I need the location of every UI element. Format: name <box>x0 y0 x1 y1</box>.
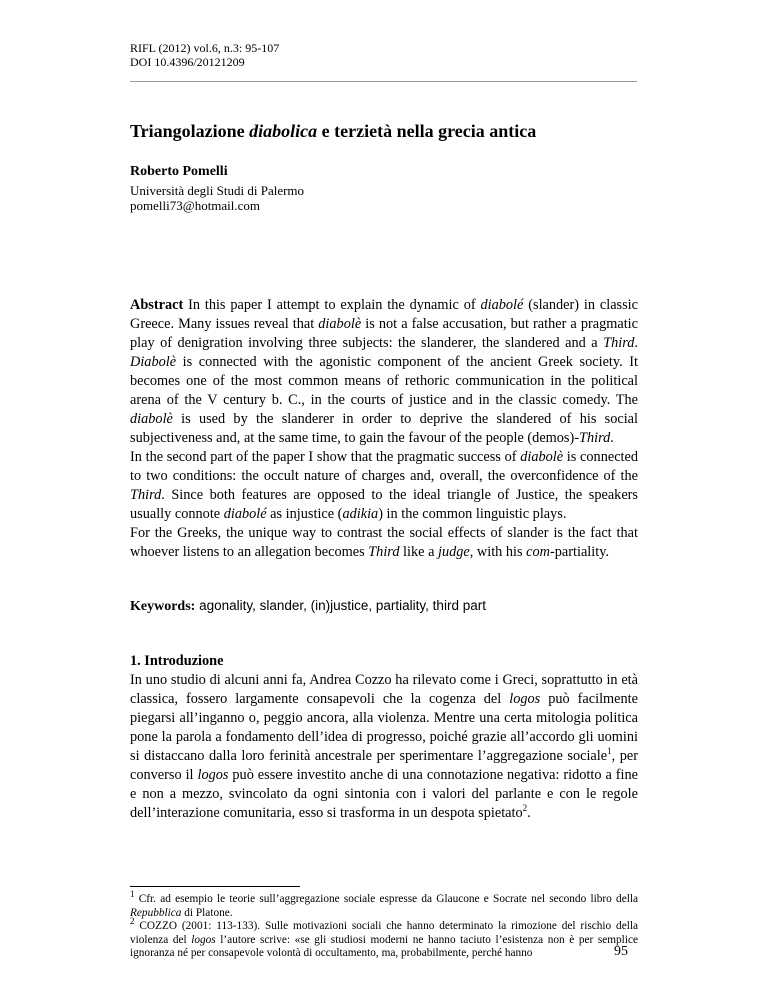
author-email[interactable]: pomelli73@hotmail.com <box>130 198 261 213</box>
italic-term: diabolè <box>318 316 362 332</box>
page-number: 95 <box>614 944 628 959</box>
text-run: ) in the common linguistic plays. <box>378 506 567 522</box>
text-run: l’autore scrive: «se gli studiosi moderni ne hanno taciuto l’esistenza non è per semplice ignoranza né per consapevole volontà di occultamento, ma, probabilmente, perché hanno <box>130 933 638 959</box>
text-run: . <box>634 335 638 351</box>
title-part-2: e terzietà nella grecia antica <box>317 121 537 141</box>
title-italic-word: diabolica <box>249 121 318 141</box>
text-run: In uno studio di alcuni anni fa, Andrea Cozzo ha rilevato come i Greci, soprattutto in età classica, fossero largamente consapevoli che la cogenza del <box>130 672 638 707</box>
footnote-marker: 2 <box>130 916 135 927</box>
paper-title <box>130 120 650 142</box>
text-run: is connected with the agonistic component of the ancient Greek society. It becomes one of the most common means of rethoric communication in the political arena of the V century b. C., in the courts of justice and in the classic comedy. The <box>130 354 638 408</box>
author-affiliation: Università degli Studi di Palermo <box>130 183 305 198</box>
italic-term: diabolè <box>520 449 564 465</box>
abstract-paragraph-3 <box>130 524 638 562</box>
italic-term: Third <box>130 487 162 503</box>
header-rule <box>130 81 637 82</box>
italic-term: com <box>526 544 550 560</box>
text-run: . <box>610 430 614 446</box>
italic-term: judge <box>438 544 470 560</box>
journal-citation: RIFL (2012) vol.6, n.3: 95-107 <box>130 41 280 55</box>
section-body <box>130 671 638 823</box>
text-run: like a <box>399 544 438 560</box>
keywords-list: agonality, slander, (in)justice, partiality, third part <box>195 598 486 613</box>
text-run: , per converso il <box>130 748 638 783</box>
italic-term: logos <box>197 767 229 783</box>
footnote-marker: 1 <box>130 889 135 900</box>
italic-term: Diabolè <box>130 354 177 370</box>
footnote-rule <box>130 886 300 887</box>
doi: DOI 10.4396/20121209 <box>130 55 245 69</box>
abstract <box>130 296 638 562</box>
text-run: (slander) in classic Greece. Many issues reveal that <box>130 297 639 332</box>
abstract-label: Abstract <box>130 297 184 313</box>
text-run: può facilmente piegarsi all’inganno o, peggio ancora, alla violenza. Mentre una certa mitologia politica pone la parola a fondamento dell’idea di progresso, poiché grazie all’accordo gli uomini si distaccano dalla loro ferinità ancestrale per sperimentare l’aggregazione sociale <box>130 691 638 764</box>
italic-term: Third <box>603 335 635 351</box>
keywords-label: Keywords: <box>130 599 196 614</box>
text-run: COZZO (2001: 113-133). Sulle motivazioni sociali che hanno determinato la rimozione del rischio della violenza del <box>130 920 638 946</box>
text-run: di Platone. <box>181 906 233 919</box>
italic-term: logos <box>191 933 216 946</box>
abstract-paragraph-1 <box>130 296 638 448</box>
author-name: Roberto Pomelli <box>130 164 228 179</box>
footnote-2 <box>130 916 638 961</box>
section-introduction <box>130 652 638 823</box>
text-run: In this paper I attempt to explain the dynamic of <box>183 297 481 313</box>
italic-term: Repubblica <box>130 906 182 919</box>
keywords <box>130 597 486 616</box>
footnotes <box>130 889 638 961</box>
italic-term: diabolé <box>223 506 267 522</box>
italic-term: diabolè <box>130 411 173 427</box>
italic-term: adikia <box>342 506 379 522</box>
abstract-paragraph-2 <box>130 448 638 524</box>
italic-term: diabolé <box>480 297 524 313</box>
text-run: is used by the slanderer in order to deprive the slandered of his social subjectiveness and, at the same time, to gain the favour of the people (demos)- <box>130 411 638 446</box>
footnote-marker: 1 <box>607 746 612 757</box>
text-run: In the second part of the paper I show that the pragmatic success of <box>130 449 521 465</box>
text-run: . Since both features are opposed to the ideal triangle of Justice, the speakers usually connote <box>130 487 638 522</box>
section-heading: 1. Introduzione <box>130 653 224 669</box>
text-run: Cfr. ad esempio le teorie sull’aggregazione sociale espresse da Glaucone e Socrate nel secondo libro della <box>134 893 638 905</box>
text-run: . <box>527 805 531 821</box>
text-run: is not a false accusation, but rather a pragmatic play of denigration involving three subjects: the slanderer, the slandered and a <box>130 316 638 351</box>
text-run: , with his <box>469 544 527 560</box>
text-run: as injustice ( <box>266 506 343 522</box>
footnote-marker: 2 <box>522 803 528 814</box>
italic-term: Third <box>579 430 611 446</box>
italic-term: Third <box>368 544 400 560</box>
italic-term: logos <box>509 691 541 707</box>
title-part-1: Triangolazione <box>130 121 250 141</box>
journal-header <box>130 41 279 69</box>
footnote-1 <box>130 889 638 920</box>
text-run: -partiality. <box>550 544 610 560</box>
text-run: può essere investito anche di una connotazione negativa: ridotto a fine e non a mezzo, svincolato da ogni sintonia con i valori del parlante e con le regole dell’interazione comunitaria, esso si trasforma in un despota spietato <box>130 767 638 821</box>
author-details <box>130 183 304 213</box>
text-run: For the Greeks, the unique way to contrast the social effects of slander is the fact that whoever listens to an allegation becomes <box>130 525 638 560</box>
text-run: is connected to two conditions: the occult nature of charges and, overall, the overconfidence of the <box>130 449 639 484</box>
